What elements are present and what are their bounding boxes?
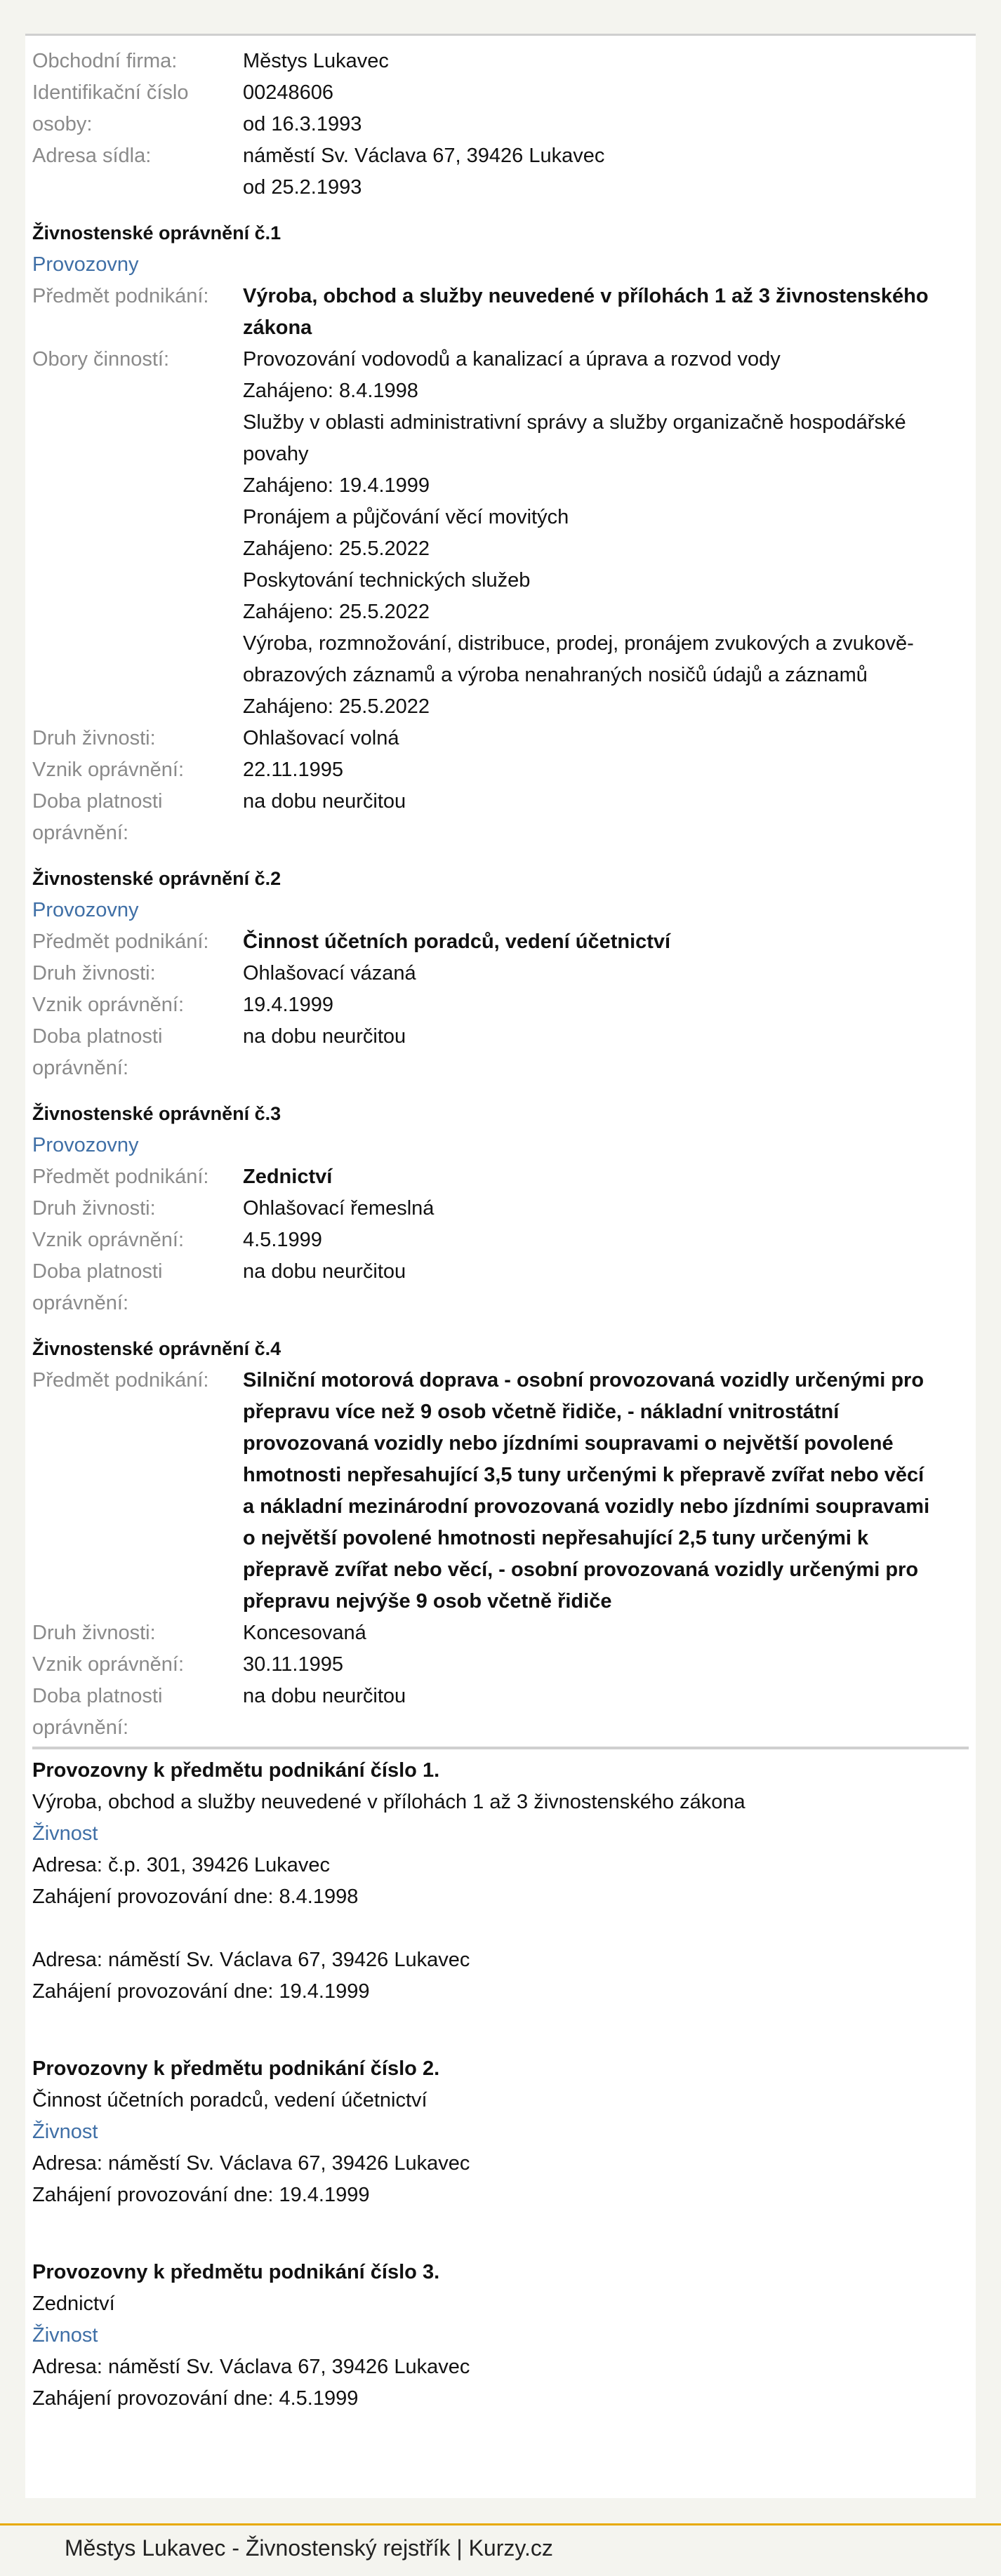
- premises-section: [32, 2053, 969, 2257]
- premises-title: Provozovny k předmětu podnikání číslo 3.: [32, 2261, 440, 2283]
- field-value-line: provozovaná vozidly nebo jízdními soupravami o největší povolené: [243, 1432, 894, 1455]
- field-value-line: hmotnosti nepřesahující 3,5 tuny určenými k přepravě zvířat nebo věcí: [243, 1464, 924, 1486]
- field-value-line: Zednictví: [243, 1166, 333, 1188]
- field-value-line: Služby v oblasti administrativní správy a služby organizačně hospodářské: [243, 411, 906, 434]
- field-row: [32, 1161, 969, 1193]
- field-value-line: Ohlašovací řemeslná: [243, 1197, 435, 1220]
- field-value-line: Pronájem a půjčování věcí movitých: [243, 506, 569, 528]
- field-label: [32, 1617, 243, 1649]
- field-label-line: oprávnění:: [32, 1292, 129, 1314]
- field-label-line: Předmět podnikání:: [32, 1166, 209, 1188]
- field-value: [243, 1256, 969, 1319]
- field-value-line: a nákladní mezinárodní provozovaná vozidly nebo jízdními soupravami: [243, 1495, 930, 1518]
- field-value: [243, 281, 969, 344]
- registry-card: [25, 34, 976, 2498]
- field-value-line: na dobu neurčitou: [243, 790, 406, 813]
- field-label: [32, 1161, 243, 1193]
- trade-link[interactable]: Živnost: [32, 2121, 98, 2143]
- field-value-line: 22.11.1995: [243, 759, 343, 781]
- field-value: [243, 1681, 969, 1744]
- premises-address: Adresa: č.p. 301, 39426 Lukavec: [32, 1854, 331, 1876]
- field-value-line: Koncesovaná: [243, 1622, 366, 1644]
- field-row: [32, 754, 969, 786]
- premises-link[interactable]: Provozovny: [32, 1134, 139, 1156]
- field-label: [32, 1021, 243, 1084]
- licence-title: Živnostenské oprávnění č.3: [32, 1103, 281, 1124]
- field-row: [32, 281, 969, 344]
- subject-info: [32, 46, 969, 203]
- field-value: [243, 1021, 969, 1084]
- field-value-line: Poskytování technických služeb: [243, 569, 531, 592]
- licence-title: Živnostenské oprávnění č.1: [32, 222, 281, 243]
- field-label-line: Identifikační číslo: [32, 81, 189, 104]
- field-value: [243, 786, 969, 849]
- premises-title: Provozovny k předmětu podnikání číslo 2.: [32, 2057, 440, 2080]
- licence-section: [32, 863, 969, 1084]
- field-label: [32, 926, 243, 958]
- licence-section: [32, 1333, 969, 1744]
- field-label-line: Druh živnosti:: [32, 1622, 156, 1644]
- field-label: [32, 1649, 243, 1681]
- field-label-line: osoby:: [32, 113, 93, 135]
- trade-link[interactable]: Živnost: [32, 2324, 98, 2347]
- field-value-line: přepravu více než 9 osob včetně řidiče, - nákladní vnitrostátní: [243, 1401, 840, 1423]
- premises-link[interactable]: Provozovny: [32, 253, 139, 276]
- field-value: [243, 723, 969, 754]
- field-value-line: 19.4.1999: [243, 994, 334, 1016]
- premises-address: Adresa: náměstí Sv. Václava 67, 39426 Lukavec: [32, 2152, 470, 2175]
- field-row: [32, 926, 969, 958]
- field-label: [32, 989, 243, 1021]
- licences-list: [32, 218, 969, 1744]
- field-label-line: oprávnění:: [32, 1716, 129, 1739]
- field-label-line: Vznik oprávnění:: [32, 759, 185, 781]
- field-row: [32, 77, 969, 140]
- field-label-line: Adresa sídla:: [32, 145, 152, 167]
- field-label-line: Doba platnosti: [32, 1025, 163, 1048]
- field-value-line: Ohlašovací vázaná: [243, 962, 416, 985]
- field-label-line: oprávnění:: [32, 822, 129, 844]
- field-label-line: Vznik oprávnění:: [32, 1653, 185, 1676]
- premises-address: Adresa: náměstí Sv. Václava 67, 39426 Lukavec: [32, 1949, 470, 1971]
- field-value: [243, 344, 969, 723]
- field-row: [32, 1649, 969, 1681]
- field-label: [32, 344, 243, 723]
- field-value-line: zákona: [243, 316, 312, 339]
- field-row: [32, 46, 969, 77]
- field-value-line: od 25.2.1993: [243, 176, 362, 199]
- premises-start-date: Zahájení provozování dne: 4.5.1999: [32, 2387, 359, 2410]
- field-label: [32, 1681, 243, 1744]
- field-value-line: na dobu neurčitou: [243, 1025, 406, 1048]
- field-value: [243, 140, 969, 203]
- field-label-line: Druh živnosti:: [32, 1197, 156, 1220]
- premises-subject: Zednictví: [32, 2293, 115, 2315]
- field-label: [32, 754, 243, 786]
- field-value-line: Zahájeno: 19.4.1999: [243, 474, 430, 497]
- field-label: [32, 46, 243, 77]
- field-row: [32, 344, 969, 723]
- field-value-line: obrazových záznamů a výroba nenahraných nosičů údajů a záznamů: [243, 664, 868, 686]
- field-label: [32, 77, 243, 140]
- field-label: [32, 140, 243, 203]
- field-value: [243, 1161, 969, 1193]
- field-row: [32, 140, 969, 203]
- premises-subject: Činnost účetních poradců, vedení účetnictví: [32, 2089, 427, 2111]
- field-label: [32, 281, 243, 344]
- field-label-line: Vznik oprávnění:: [32, 994, 185, 1016]
- field-row: [32, 1193, 969, 1224]
- premises-start-date: Zahájení provozování dne: 19.4.1999: [32, 1980, 370, 2003]
- field-value: [243, 1649, 969, 1681]
- field-value-line: Městys Lukavec: [243, 50, 389, 72]
- field-row: [32, 1365, 969, 1617]
- field-label: [32, 1256, 243, 1319]
- field-row: [32, 989, 969, 1021]
- field-label-line: Doba platnosti: [32, 1260, 163, 1283]
- premises-title: Provozovny k předmětu podnikání číslo 1.: [32, 1759, 440, 1782]
- premises-section: [32, 2257, 969, 2415]
- field-value-line: o největší povolené hmotnosti nepřesahující 2,5 tuny určenými k: [243, 1527, 869, 1549]
- field-label-line: Předmět podnikání:: [32, 930, 209, 953]
- field-row: [32, 723, 969, 754]
- premises-list: [32, 1755, 969, 2415]
- field-value: [243, 1224, 969, 1256]
- field-value: [243, 1617, 969, 1649]
- field-value-line: povahy: [243, 443, 309, 465]
- field-row: [32, 786, 969, 849]
- field-label: [32, 723, 243, 754]
- field-value-line: 30.11.1995: [243, 1653, 343, 1676]
- field-value-line: Zahájeno: 8.4.1998: [243, 380, 418, 402]
- field-value-line: Výroba, obchod a služby neuvedené v přílohách 1 až 3 živnostenského: [243, 285, 929, 307]
- field-value-line: Ohlašovací volná: [243, 727, 399, 749]
- field-value: [243, 1193, 969, 1224]
- field-row: [32, 1617, 969, 1649]
- field-label: [32, 1365, 243, 1617]
- field-label-line: Vznik oprávnění:: [32, 1229, 185, 1251]
- premises-start-date: Zahájení provozování dne: 19.4.1999: [32, 2184, 370, 2206]
- field-value-line: na dobu neurčitou: [243, 1260, 406, 1283]
- field-value-line: na dobu neurčitou: [243, 1685, 406, 1707]
- field-value: [243, 46, 969, 77]
- field-value-line: 00248606: [243, 81, 334, 104]
- field-label-line: Druh živnosti:: [32, 962, 156, 985]
- premises-section: [32, 1755, 969, 2053]
- field-value-line: Zahájeno: 25.5.2022: [243, 538, 430, 560]
- premises-start-date: Zahájení provozování dne: 8.4.1998: [32, 1886, 359, 1908]
- field-label-line: oprávnění:: [32, 1057, 129, 1079]
- field-row: [32, 958, 969, 989]
- premises-link[interactable]: Provozovny: [32, 899, 139, 921]
- field-label-line: Doba platnosti: [32, 790, 163, 813]
- premises-subject: Výroba, obchod a služby neuvedené v přílohách 1 až 3 živnostenského zákona: [32, 1791, 745, 1813]
- field-value-line: náměstí Sv. Václava 67, 39426 Lukavec: [243, 145, 605, 167]
- field-row: [32, 1681, 969, 1744]
- field-value-line: od 16.3.1993: [243, 113, 362, 135]
- licence-title: Živnostenské oprávnění č.4: [32, 1338, 281, 1359]
- section-divider: [32, 1747, 969, 1749]
- field-value-line: přepravě zvířat nebo věcí, - osobní provozovaná vozidly určenými pro: [243, 1559, 919, 1581]
- page-footer: [0, 2523, 1001, 2576]
- field-value: [243, 989, 969, 1021]
- field-value-line: Provozování vodovodů a kanalizací a úprava a rozvod vody: [243, 348, 781, 371]
- field-value-line: Zahájeno: 25.5.2022: [243, 601, 430, 623]
- field-label-line: Předmět podnikání:: [32, 285, 209, 307]
- field-label-line: Druh živnosti:: [32, 727, 156, 749]
- field-row: [32, 1256, 969, 1319]
- field-value-line: 4.5.1999: [243, 1229, 322, 1251]
- licence-section: [32, 218, 969, 849]
- field-row: [32, 1021, 969, 1084]
- field-label: [32, 958, 243, 989]
- field-value: [243, 958, 969, 989]
- field-label: [32, 1224, 243, 1256]
- field-label-line: Doba platnosti: [32, 1685, 163, 1707]
- field-label: [32, 1193, 243, 1224]
- field-label: [32, 786, 243, 849]
- field-label-line: Předmět podnikání:: [32, 1369, 209, 1392]
- field-label-line: Obchodní firma:: [32, 50, 178, 72]
- field-value: [243, 754, 969, 786]
- trade-link[interactable]: Živnost: [32, 1822, 98, 1845]
- spacer: [32, 1913, 969, 1944]
- licence-section: [32, 1098, 969, 1319]
- licence-title: Živnostenské oprávnění č.2: [32, 868, 281, 889]
- field-row: [32, 1224, 969, 1256]
- field-label-line: Obory činností:: [32, 348, 170, 371]
- footer-text: Městys Lukavec - Živnostenský rejstřík | Kurzy.cz: [65, 2535, 553, 2561]
- field-value: [243, 77, 969, 140]
- field-value-line: Silniční motorová doprava - osobní provozovaná vozidly určenými pro: [243, 1369, 924, 1392]
- spacer: [32, 2008, 969, 2053]
- field-value-line: Výroba, rozmnožování, distribuce, prodej, pronájem zvukových a zvukově-: [243, 632, 914, 655]
- premises-address: Adresa: náměstí Sv. Václava 67, 39426 Lukavec: [32, 2356, 470, 2378]
- field-value-line: přepravu nejvýše 9 osob včetně řidiče: [243, 1590, 612, 1613]
- field-value: [243, 926, 969, 958]
- field-value: [243, 1365, 969, 1617]
- field-value-line: Činnost účetních poradců, vedení účetnictví: [243, 930, 671, 953]
- field-value-line: Zahájeno: 25.5.2022: [243, 695, 430, 718]
- spacer: [32, 2211, 969, 2257]
